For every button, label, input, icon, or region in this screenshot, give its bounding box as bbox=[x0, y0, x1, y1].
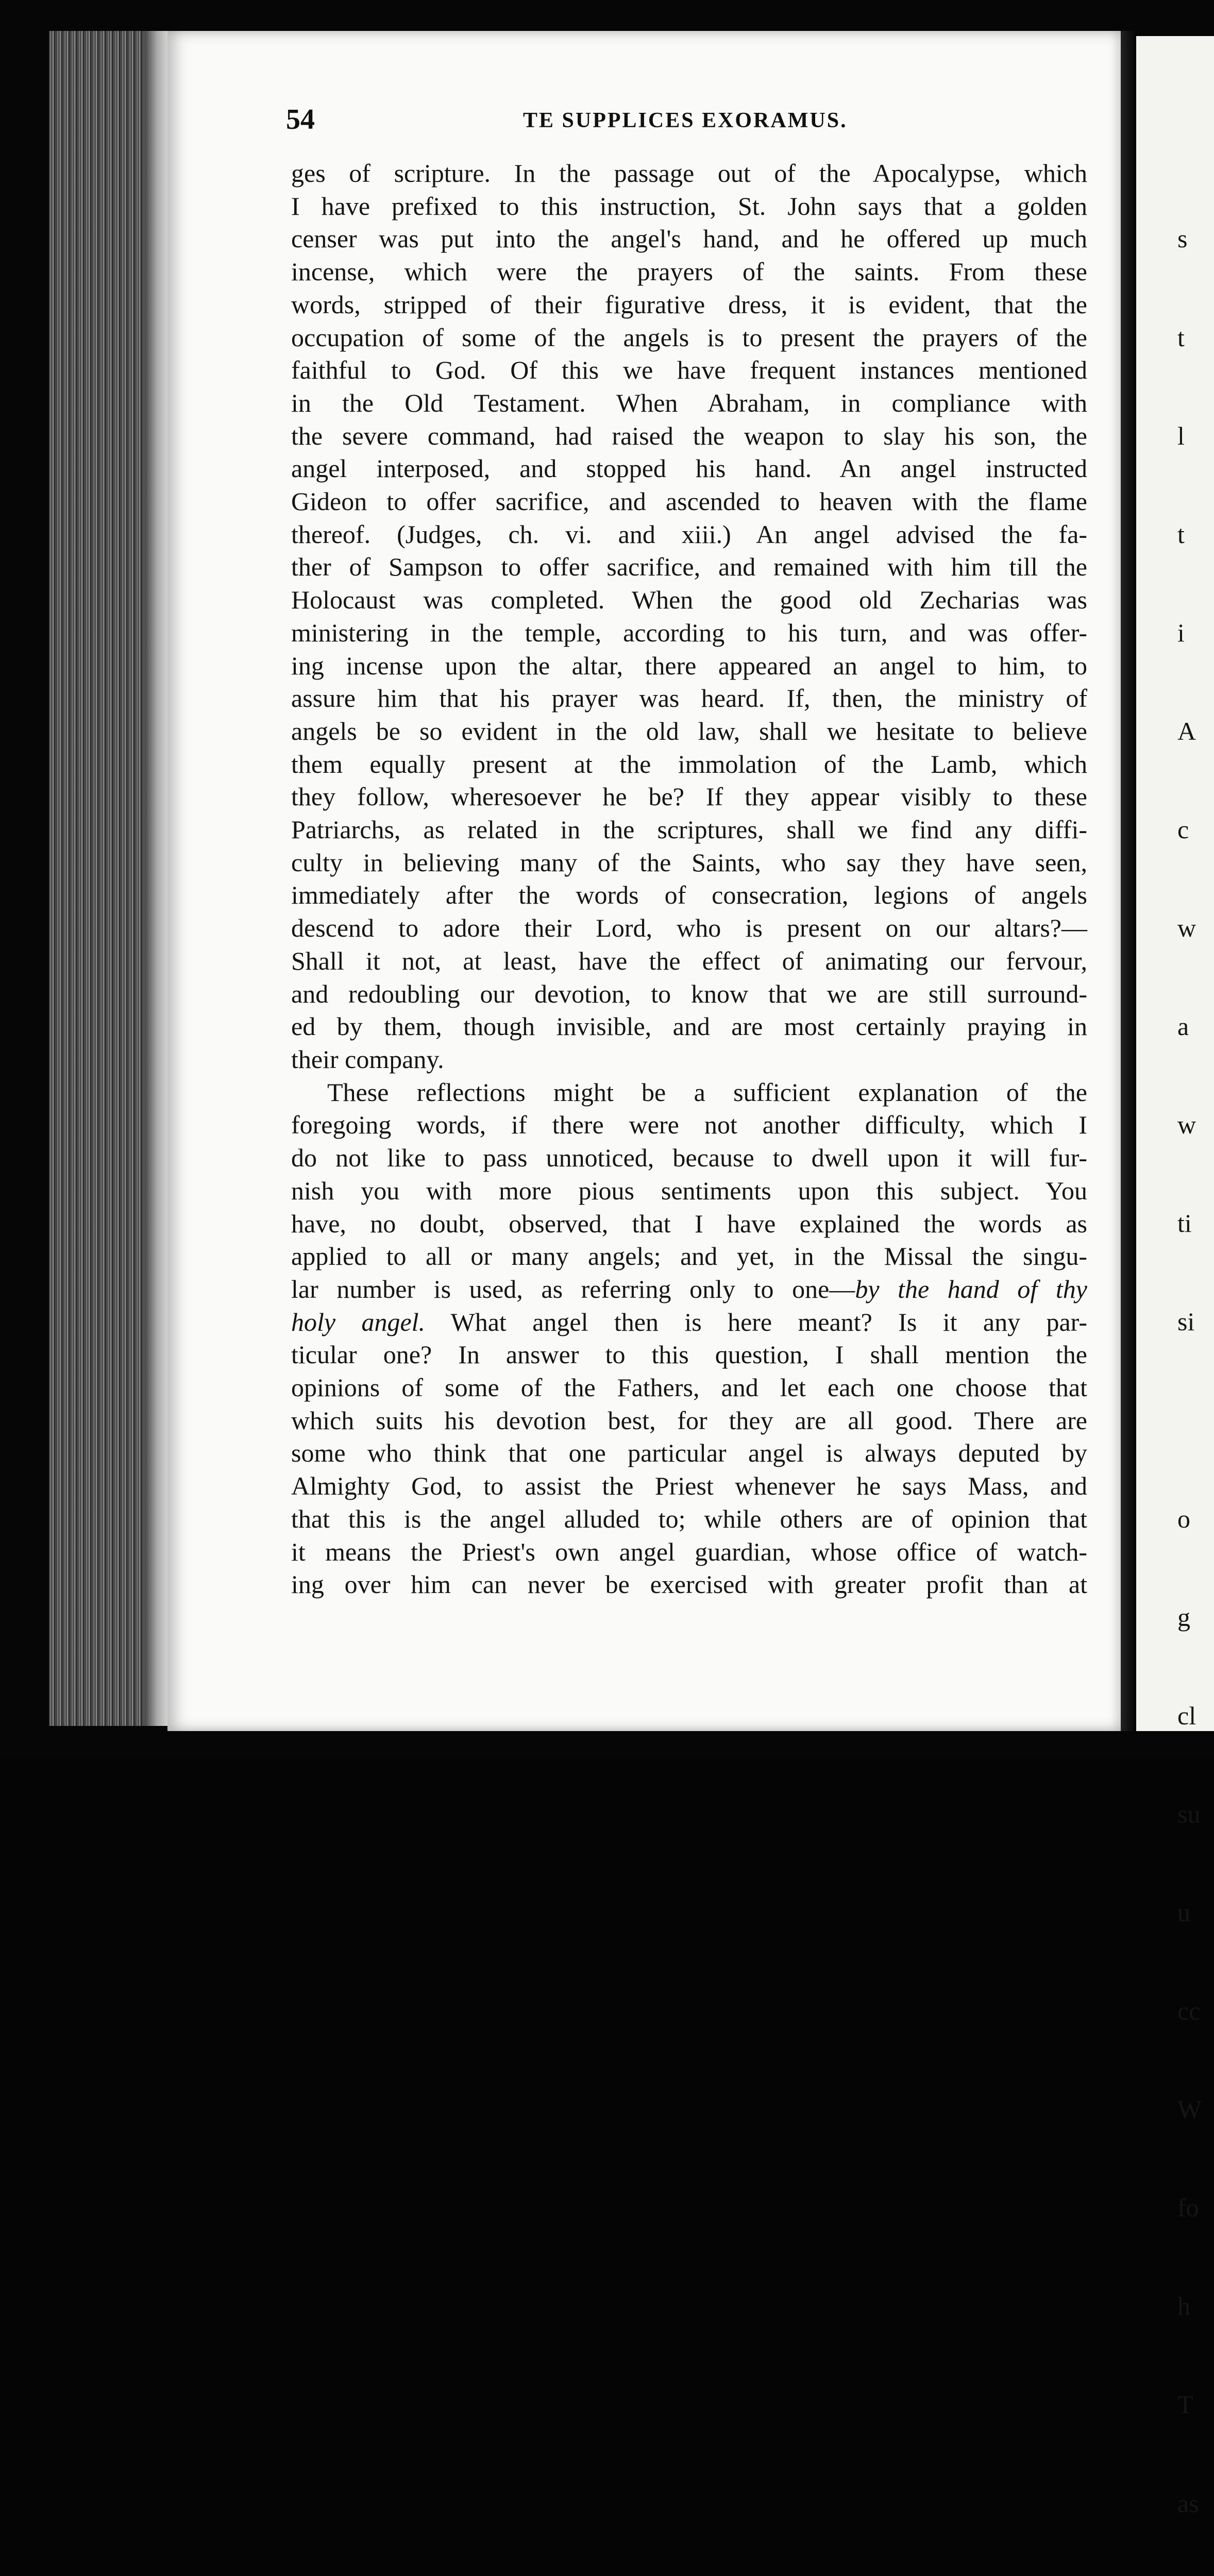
body-text bbox=[291, 157, 1087, 1601]
text-line: occupation of some of the angels is to present the prayers of the bbox=[291, 323, 1087, 352]
book-gutter bbox=[1121, 31, 1136, 1731]
italic-quotation: by the hand of thy bbox=[855, 1274, 1087, 1303]
text-line: the severe command, had raised the weapon to slay his son, the bbox=[291, 421, 1087, 450]
text-line: Patriarchs, as related in the scriptures, shall we find any diffi- bbox=[291, 815, 1087, 844]
text-line: opinions of some of the Fathers, and let each one choose that bbox=[291, 1373, 1087, 1402]
facing-line: W bbox=[1177, 2095, 1202, 2124]
text-line: some who think that one particular angel is always deputed by bbox=[291, 1438, 1087, 1468]
text-line: nish you with more pious sentiments upon this subject. You bbox=[291, 1176, 1087, 1205]
text-line: faithful to God. Of this we have frequent instances mentioned bbox=[291, 355, 1087, 385]
text-line-with-italic bbox=[291, 1306, 1087, 1339]
facing-line: c bbox=[1177, 815, 1189, 844]
facing-line: s bbox=[1177, 224, 1188, 253]
text-line: immediately after the words of consecration, legions of angels bbox=[291, 880, 1087, 910]
facing-line: t bbox=[1177, 323, 1185, 352]
text-line: their company. bbox=[291, 1044, 444, 1074]
facing-line: i bbox=[1177, 618, 1185, 647]
text-line: ther of Sampson to offer sacrifice, and remained with him till the bbox=[291, 552, 1087, 582]
facing-line: l bbox=[1177, 421, 1185, 450]
text-line: assure him that his prayer was heard. If, then, the ministry of bbox=[291, 684, 1087, 713]
text-line: Holocaust was completed. When the good old Zecharias was bbox=[291, 585, 1087, 615]
text-line: which suits his devotion best, for they are all good. There are bbox=[291, 1405, 1087, 1435]
facing-line: as bbox=[1177, 2488, 1199, 2518]
facing-line: A bbox=[1177, 716, 1196, 745]
text-line: incense, which were the prayers of the saints. From these bbox=[291, 257, 1087, 286]
facing-line: w bbox=[1177, 1110, 1196, 1140]
facing-line: u bbox=[1177, 1898, 1190, 1927]
text-line: culty in believing many of the Saints, who say they have seen, bbox=[291, 848, 1087, 877]
text-fragment: lar number is used, as referring only to one— bbox=[291, 1274, 855, 1303]
facing-line: cc bbox=[1177, 1996, 1201, 2026]
facing-line: su bbox=[1177, 1799, 1201, 1828]
text-line: descend to adore their Lord, who is present on our altars?— bbox=[291, 913, 1087, 943]
running-head bbox=[286, 103, 1085, 139]
text-line: angels be so evident in the old law, shall we hesitate to believe bbox=[291, 716, 1087, 745]
facing-line bbox=[1177, 1404, 1214, 1437]
text-line: have, no doubt, observed, that I have explained the words as bbox=[291, 1209, 1087, 1238]
facing-line: si bbox=[1177, 1307, 1195, 1336]
facing-line: t bbox=[1177, 519, 1185, 549]
text-line: applied to all or many angels; and yet, in the Missal the singu- bbox=[291, 1242, 1087, 1271]
text-line: them equally present at the immolation of the Lamb, which bbox=[291, 749, 1087, 778]
text-line: it means the Priest's own angel guardian, whose office of watch- bbox=[291, 1537, 1087, 1566]
facing-line: ti bbox=[1177, 1209, 1192, 1238]
text-line: that this is the angel alluded to; while others are of opinion that bbox=[291, 1504, 1087, 1533]
text-line: angel interposed, and stopped his hand. An angel instructed bbox=[291, 454, 1087, 483]
text-line: ticular one? In answer to this question, I shall mention the bbox=[291, 1340, 1087, 1369]
text-line: foregoing words, if there were not another difficulty, which I bbox=[291, 1110, 1087, 1140]
text-line: ed by them, though invisible, and are most certainly praying in bbox=[291, 1012, 1087, 1041]
text-line: do not like to pass unnoticed, because to dwell upon it will fur- bbox=[291, 1143, 1087, 1173]
italic-quotation: holy angel. bbox=[291, 1307, 426, 1336]
text-line: and redoubling our devotion, to know that we are still surround- bbox=[291, 979, 1087, 1008]
text-line: words, stripped of their figurative dress, it is evident, that the bbox=[291, 290, 1087, 319]
text-line: they follow, wheresoever he be? If they appear visibly to these bbox=[291, 782, 1087, 811]
text-line: ing over him can never be exercised with greater profit than at bbox=[291, 1570, 1087, 1599]
text-line: ges of scripture. In the passage out of the Apocalypse, which bbox=[291, 159, 1087, 188]
text-line: Gideon to offer sacrifice, and ascended to heaven with the flame bbox=[291, 487, 1087, 516]
page-edge-shadow bbox=[144, 31, 170, 1726]
text-line: in the Old Testament. When Abraham, in compliance with bbox=[291, 388, 1087, 417]
text-line: thereof. (Judges, ch. vi. and xiii.) An angel advised the fa- bbox=[291, 519, 1087, 549]
facing-line: T bbox=[1177, 2390, 1193, 2419]
text-line: ing incense upon the altar, there appeared an angel to him, to bbox=[291, 651, 1087, 680]
page-number: 54 bbox=[286, 104, 315, 135]
text-line: These reflections might be a sufficient explanation of the bbox=[327, 1077, 1087, 1107]
running-title: TE SUPPLICES EXORAMUS. bbox=[523, 109, 848, 132]
text-line: Almighty God, to assist the Priest whenever he says Mass, and bbox=[291, 1471, 1087, 1501]
facing-line: h bbox=[1177, 2292, 1190, 2321]
text-line: I have prefixed to this instruction, St. John says that a golden bbox=[291, 191, 1087, 221]
text-line: Shall it not, at least, have the effect of animating our fervour, bbox=[291, 946, 1087, 975]
facing-line: a bbox=[1177, 1012, 1189, 1041]
text-line: censer was put into the angel's hand, and he offered up much bbox=[291, 224, 1087, 253]
facing-line: w bbox=[1177, 913, 1196, 943]
text-line-with-italic bbox=[291, 1273, 1087, 1306]
facing-line: fo bbox=[1177, 2193, 1199, 2223]
facing-line: g bbox=[1177, 1602, 1190, 1632]
text-fragment: What angel then is here meant? Is it any par- bbox=[450, 1307, 1087, 1336]
text-line: ministering in the temple, according to his turn, and was offer- bbox=[291, 618, 1087, 647]
facing-line: cl bbox=[1177, 1701, 1196, 1730]
facing-line: o bbox=[1177, 1504, 1190, 1533]
facing-page-text bbox=[1177, 157, 1214, 2576]
